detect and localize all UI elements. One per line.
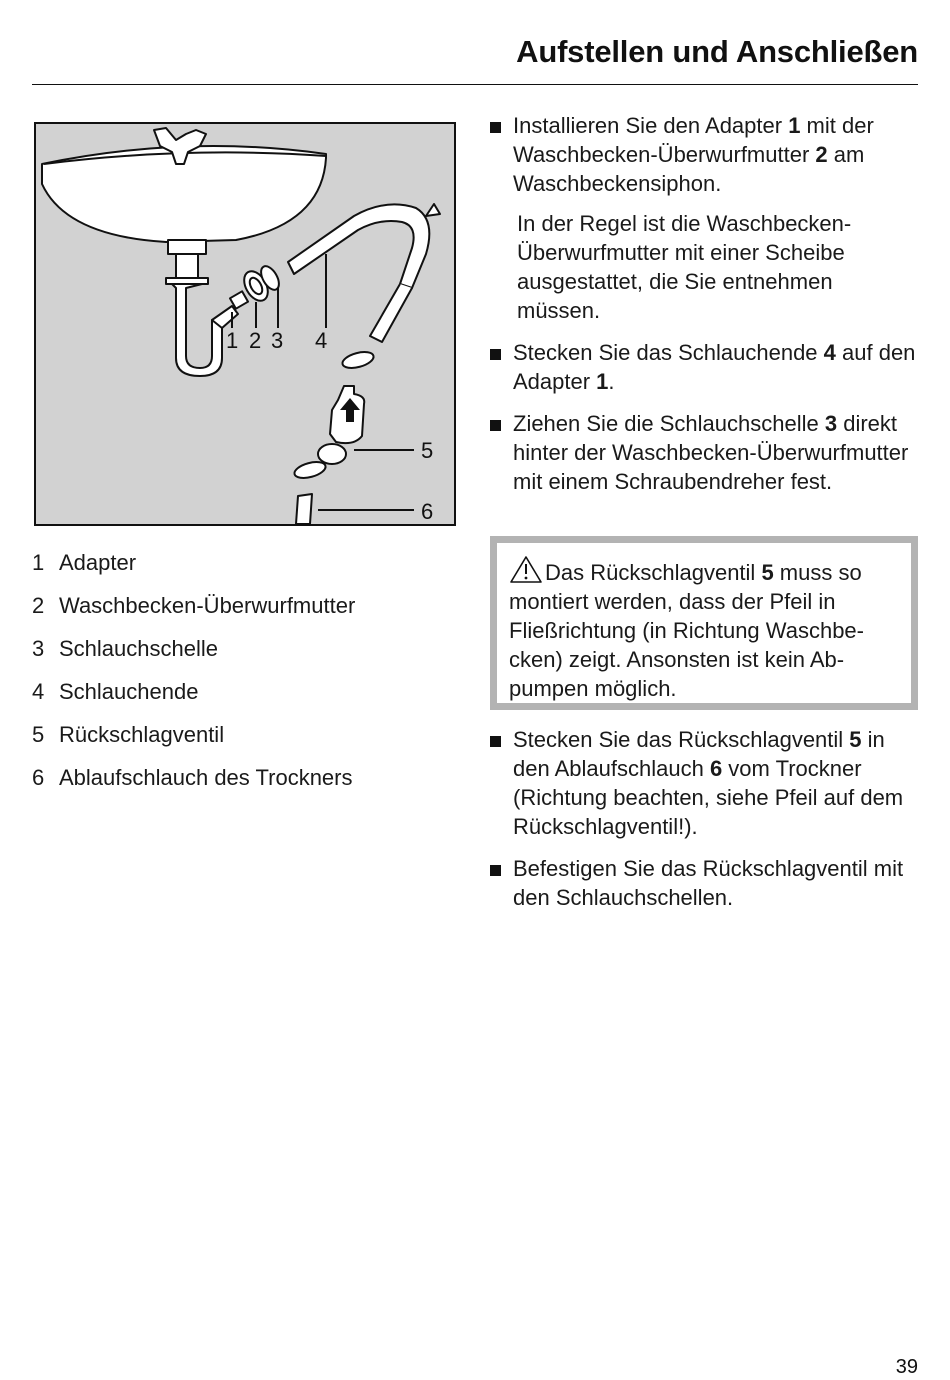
bullet-square-icon	[490, 420, 501, 431]
legend-item: 6 Ablaufschlauch des Trockners	[32, 765, 353, 790]
step-insert-valve: Stecken Sie das Rückschlagventil 5 in den Ablaufschlauch 6 vom Trockner (Richtung beachten, siehe Pfeil auf dem Rückschlagventil!).	[486, 725, 918, 841]
instructions-top	[486, 111, 918, 496]
note-washer: In der Regel ist die Waschbecken-Überwurfmutter mit einer Scheibe ausgestattet, die Sie entnehmen müssen.	[517, 211, 852, 323]
instructions-bottom	[486, 725, 918, 912]
legend-item: 1 Adapter	[32, 550, 137, 575]
installation-illustration	[34, 122, 456, 526]
page-title: Aufstellen und Anschließen	[516, 34, 918, 69]
bullet-square-icon	[490, 865, 501, 876]
header-rule	[32, 84, 918, 85]
hose-end-part	[288, 204, 429, 288]
step-fasten-valve: Befestigen Sie das Rückschlagventil mit den Schlauchschellen.	[486, 854, 918, 912]
legend-item: 2 Waschbecken-Überwurfmutter	[32, 593, 356, 618]
legend-item: 4 Schlauchende	[32, 679, 199, 704]
figure-label-3: 3	[271, 328, 284, 353]
step-tighten-clamp: Ziehen Sie die Schlauchschelle 3 direkt hinter der Waschbecken-Überwurfmutter mit einem Schraubendreher fest.	[486, 409, 918, 496]
siphon	[172, 278, 222, 376]
figure-legend	[32, 550, 452, 808]
warning-triangle-icon	[509, 555, 543, 583]
page-number: 39	[895, 1356, 918, 1378]
legend-item: 3 Schlauchschelle	[32, 636, 218, 661]
bullet-square-icon	[490, 349, 501, 360]
figure-label-4: 4	[315, 328, 328, 353]
bullet-square-icon	[490, 736, 501, 747]
figure-label-5: 5	[421, 438, 434, 463]
figure-label-2: 2	[249, 328, 262, 353]
bullet-square-icon	[490, 122, 501, 133]
figure-label-6: 6	[421, 499, 434, 524]
figure-label-1: 1	[226, 328, 239, 353]
step-attach-hose-end: Stecken Sie das Schlauchende 4 auf den Adapter 1.	[486, 338, 918, 396]
warning-box: Das Rückschlagventil 5 muss so montiert werden, dass der Pfeil in Fließrichtung (in Richtung Waschbecken) zeigt. Ansonsten ist kein Abpumpen möglich.	[490, 536, 918, 710]
legend-item: 5 Rückschlagventil	[32, 722, 225, 747]
step-install-adapter: Installieren Sie den Adapter 1 mit der Waschbecken-Überwurfmutter 2 am Waschbeckensiphon.	[486, 111, 918, 198]
sink-siphon-drawing	[36, 124, 454, 524]
drain-hose-part	[296, 494, 312, 524]
